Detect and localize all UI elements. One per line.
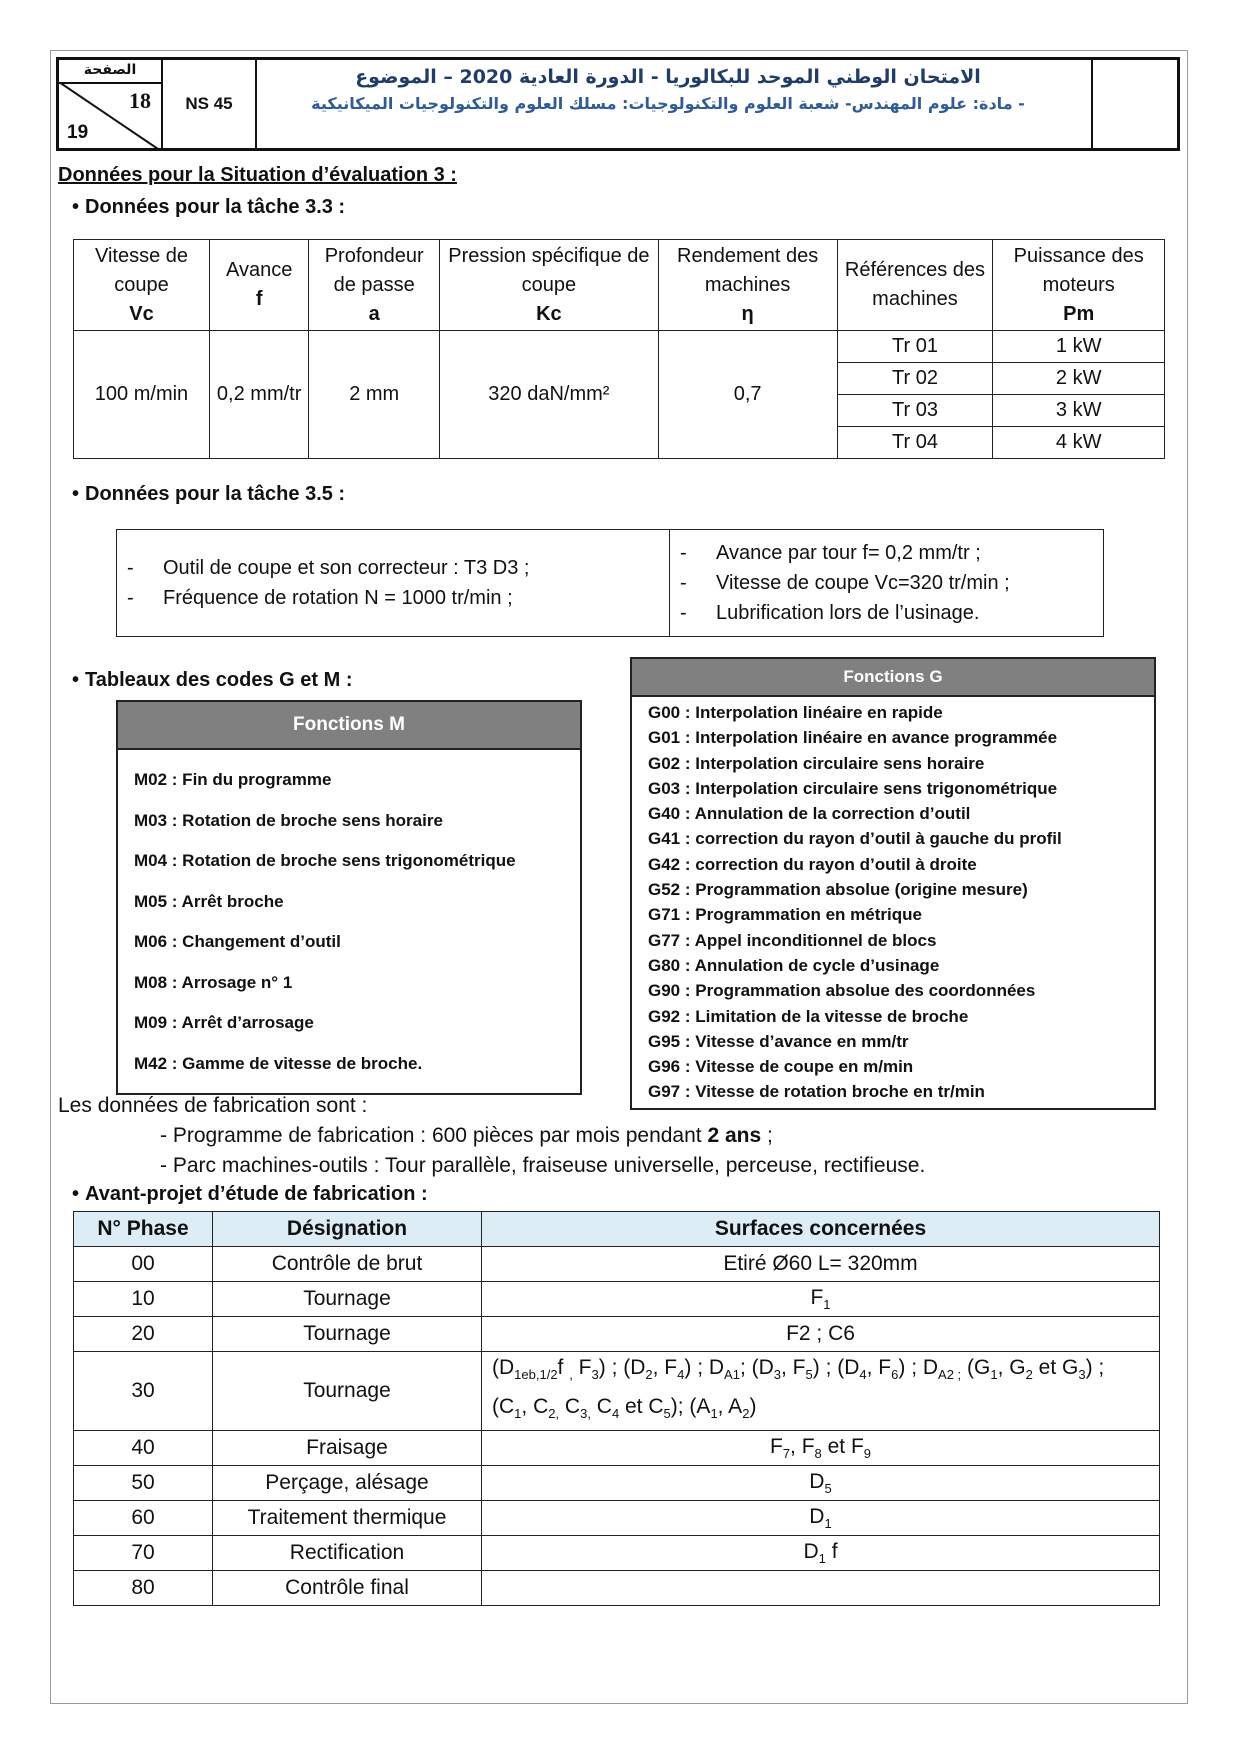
- table-row: [74, 1282, 1160, 1317]
- code-list-item: [632, 902, 1154, 927]
- exam-title-line1: الامتحان الوطني الموحد للبكالوريا - الدورة العادية 2020 – الموضوع: [355, 66, 981, 88]
- code-list-item: [632, 877, 1154, 902]
- code-list-item: [118, 963, 580, 1004]
- machine-ref: Tr 01: [837, 331, 993, 363]
- value-kc: 320 daN/mm²: [440, 331, 659, 459]
- code-id: G95: [648, 1031, 681, 1051]
- codes-heading: [72, 669, 353, 692]
- page-current: 18: [129, 88, 151, 113]
- task33-heading-text: Données pour la tâche 3.3 :: [85, 196, 346, 218]
- code-description: : Appel inconditionnel de blocs: [680, 930, 937, 950]
- table-row: [74, 1247, 1160, 1282]
- list-item: - Avance par tour f= 0,2 mm/tr ;: [680, 542, 981, 564]
- code-description: : Gamme de vitesse de broche.: [167, 1053, 423, 1073]
- code-description: : Arrêt broche: [167, 891, 284, 911]
- table-row: [74, 1317, 1160, 1352]
- bullet-icon: •: [72, 1183, 80, 1205]
- code-id: G71: [648, 905, 681, 925]
- code-description: : correction du rayon d’outil à droite: [680, 854, 977, 874]
- page-label: الصفحة: [59, 60, 161, 84]
- code-list-item: [632, 751, 1154, 776]
- task33-heading: [72, 196, 345, 219]
- header-refs: Références des machines: [837, 240, 993, 331]
- code-list-item: [632, 776, 1154, 801]
- table-header-row: [74, 240, 1165, 331]
- code-id: G40: [648, 804, 681, 824]
- m-functions-box: [116, 700, 582, 1095]
- phase-number: 60: [74, 1501, 213, 1536]
- code-id: M08: [134, 972, 168, 992]
- code-list-item: [118, 1044, 580, 1085]
- code-id: G97: [648, 1082, 681, 1102]
- header-pm: Puissance des moteurs Pm: [993, 240, 1165, 331]
- list-item: - Outil de coupe et son correcteur : T3 D3 ;: [127, 557, 530, 579]
- exam-code: NS 45: [163, 60, 257, 148]
- code-id: G42: [648, 854, 681, 874]
- code-description: : Arrêt d’arrosage: [167, 1013, 314, 1032]
- code-id: G96: [648, 1057, 681, 1077]
- fabrication-program: - Programme de fabrication : 600 pièces par mois pendant 2 ans ;: [160, 1124, 773, 1147]
- list-item: - Vitesse de coupe Vc=320 tr/min ;: [680, 572, 1010, 594]
- codes-heading-text: Tableaux des codes G et M :: [85, 669, 353, 691]
- code-id: G01: [648, 728, 681, 748]
- code-description: : Programmation en métrique: [680, 905, 922, 925]
- code-description: : Rotation de broche sens horaire: [167, 810, 443, 830]
- phase-number: 20: [74, 1317, 213, 1352]
- phase-number: 00: [74, 1247, 213, 1282]
- phase-number: 50: [74, 1466, 213, 1501]
- code-id: M06: [134, 932, 168, 951]
- code-list-item: [118, 922, 580, 963]
- machine-power: 4 kW: [993, 427, 1165, 459]
- code-list-item: [632, 725, 1154, 750]
- code-id: G77: [648, 930, 681, 950]
- col-surfaces: Surfaces concernées: [482, 1212, 1160, 1247]
- task35-heading: [72, 483, 345, 506]
- phase-surfaces: $F_7$, $F_8$ et $F_9$: [482, 1431, 1160, 1466]
- phase-surfaces: $F_1$: [482, 1282, 1160, 1317]
- code-description: : Vitesse de coupe en m/min: [680, 1057, 914, 1077]
- phase-table: [73, 1211, 1160, 1606]
- code-list-item: [118, 1003, 580, 1044]
- code-id: G92: [648, 1006, 681, 1026]
- code-list-item: [632, 801, 1154, 826]
- bullet-icon: •: [72, 483, 80, 505]
- phase-surfaces: ($D_{1eb,1/2}f$ $_,$ $F_3$) ; ($D_2$, $F_4$) ; $D_{A1}$; ($D_3$, $F_5$) ; ($D_4$, $F_6$) ; $D_{A2 ;}$ ($G_1$, $G_2$ et $G_3$) ; ($C_1$, $C_{2,}$ $C_{3,}$ $C_4$ et $C_5$); ($A_1$, $A_2$): [482, 1352, 1160, 1431]
- header-eta: Rendement des machines η: [658, 240, 837, 331]
- phase-number: 40: [74, 1431, 213, 1466]
- bullet-icon: •: [72, 196, 80, 218]
- code-list-item: [118, 760, 580, 801]
- code-description: : Interpolation linéaire en rapide: [680, 703, 943, 722]
- phase-designation: Rectification: [213, 1536, 482, 1571]
- m-functions-title: Fonctions M: [118, 702, 580, 750]
- code-description: : correction du rayon d’outil à gauche du profil: [680, 829, 1062, 849]
- g-functions-title: Fonctions G: [632, 659, 1154, 697]
- code-list-item: [632, 1029, 1154, 1054]
- code-list-item: [632, 1079, 1154, 1104]
- code-description: : Fin du programme: [167, 770, 332, 789]
- header-a: Profondeur de passe a: [309, 240, 440, 331]
- cutting-data-table: [73, 239, 1165, 459]
- page-total: 19: [67, 122, 89, 143]
- phase-designation: Contrôle de brut: [213, 1247, 482, 1282]
- table-row: [74, 1571, 1160, 1606]
- phase-number: 30: [74, 1352, 213, 1431]
- code-id: M42: [134, 1053, 168, 1073]
- code-list-item: [632, 700, 1154, 725]
- header-vc: Vitesse de coupe Vc: [74, 240, 210, 331]
- phase-number: 80: [74, 1571, 213, 1606]
- list-item: - Fréquence de rotation N = 1000 tr/min ;: [127, 587, 513, 609]
- header-kc: Pression spécifique de coupe Kc: [440, 240, 659, 331]
- code-list-item: [632, 978, 1154, 1003]
- avant-projet-heading-text: Avant-projet d’étude de fabrication :: [85, 1183, 428, 1205]
- value-a: 2 mm: [309, 331, 440, 459]
- value-eta: 0,7: [658, 331, 837, 459]
- phase-surfaces: F2 ; C6: [482, 1317, 1160, 1352]
- code-list-item: [632, 852, 1154, 877]
- table-row: [74, 1352, 1160, 1431]
- code-list-item: [632, 826, 1154, 851]
- exam-title: [283, 66, 1053, 113]
- code-description: : Arrosage n° 1: [167, 972, 293, 992]
- code-id: M05: [134, 891, 168, 911]
- phase-surfaces: [482, 1571, 1160, 1606]
- bullet-icon: •: [72, 669, 80, 691]
- code-id: M09: [134, 1013, 168, 1032]
- page-number-cell: [59, 60, 163, 148]
- code-id: G02: [648, 753, 681, 773]
- table-row: [74, 1466, 1160, 1501]
- phase-designation: Contrôle final: [213, 1571, 482, 1606]
- code-id: M02: [134, 770, 168, 789]
- phase-designation: Perçage, alésage: [213, 1466, 482, 1501]
- code-list-item: [632, 953, 1154, 978]
- table-row: [74, 331, 1165, 363]
- code-id: M03: [134, 810, 168, 830]
- fabrication-parc: - Parc machines-outils : Tour parallèle, fraiseuse universelle, perceuse, rectifieuse.: [160, 1154, 926, 1177]
- phase-surfaces: $D_1$ f: [482, 1536, 1160, 1571]
- code-list-item: [118, 882, 580, 923]
- machine-power: 2 kW: [993, 363, 1165, 395]
- phase-designation: Tournage: [213, 1317, 482, 1352]
- machine-power: 3 kW: [993, 395, 1165, 427]
- table-row: [74, 1431, 1160, 1466]
- machine-ref: Tr 04: [837, 427, 993, 459]
- g-functions-box: [630, 657, 1156, 1110]
- code-description: : Rotation de broche sens trigonométrique: [167, 851, 516, 870]
- task35-table: [116, 529, 1104, 637]
- phase-surfaces: $D_5$: [482, 1466, 1160, 1501]
- phase-number: 10: [74, 1282, 213, 1317]
- code-description: : Programmation absolue des coordonnées: [680, 981, 1036, 1001]
- code-id: G03: [648, 778, 681, 798]
- code-id: G52: [648, 880, 681, 900]
- code-list-item: [632, 1004, 1154, 1029]
- code-id: M04: [134, 851, 168, 870]
- code-description: : Limitation de la vitesse de broche: [680, 1006, 969, 1026]
- list-item: - Lubrification lors de l’usinage.: [680, 602, 980, 624]
- phase-designation: Fraisage: [213, 1431, 482, 1466]
- code-list-item: [632, 928, 1154, 953]
- section-title: Données pour la Situation d’évaluation 3 :: [58, 164, 457, 186]
- code-description: : Annulation de cycle d’usinage: [680, 955, 940, 975]
- table-header-row: [74, 1212, 1160, 1247]
- header-f: Avance f: [209, 240, 308, 331]
- code-description: : Vitesse d’avance en mm/tr: [680, 1031, 909, 1051]
- value-f: 0,2 mm/tr: [209, 331, 308, 459]
- code-list-item: [118, 801, 580, 842]
- phase-number: 70: [74, 1536, 213, 1571]
- exam-header: [56, 57, 1180, 151]
- phase-designation: Traitement thermique: [213, 1501, 482, 1536]
- avant-projet-heading: [72, 1183, 428, 1206]
- code-description: : Changement d’outil: [167, 932, 341, 951]
- code-id: G80: [648, 955, 681, 975]
- code-id: G90: [648, 981, 681, 1001]
- code-description: : Annulation de la correction d’outil: [680, 804, 971, 824]
- machine-power: 1 kW: [993, 331, 1165, 363]
- machine-ref: Tr 03: [837, 395, 993, 427]
- col-phase: N° Phase: [74, 1212, 213, 1247]
- code-id: G41: [648, 829, 681, 849]
- phase-designation: Tournage: [213, 1352, 482, 1431]
- code-description: : Interpolation circulaire sens horaire: [680, 753, 985, 773]
- code-id: G00: [648, 703, 681, 722]
- phase-surfaces: Etiré Ø60 L= 320mm: [482, 1247, 1160, 1282]
- code-list-item: [632, 1054, 1154, 1079]
- col-designation: Désignation: [213, 1212, 482, 1247]
- code-description: : Vitesse de rotation broche en tr/min: [680, 1082, 985, 1102]
- exam-title-line2: - مادة: علوم المهندس- شعبة العلوم والتكنولوجيات: مسلك العلوم والتكنولوجيات الميكانيكية: [311, 94, 1025, 113]
- m-functions-list: [118, 750, 580, 1084]
- code-description: : Programmation absolue (origine mesure): [680, 880, 1028, 900]
- code-description: : Interpolation linéaire en avance programmée: [680, 728, 1058, 748]
- table-row: [74, 1536, 1160, 1571]
- machine-ref: Tr 02: [837, 363, 993, 395]
- task35-left-cell: [117, 530, 670, 637]
- phase-designation: Tournage: [213, 1282, 482, 1317]
- task35-right-cell: [670, 530, 1104, 637]
- table-row: [117, 530, 1104, 637]
- code-list-item: [118, 841, 580, 882]
- g-functions-list: [632, 697, 1154, 1105]
- task35-heading-text: Données pour la tâche 3.5 :: [85, 483, 346, 505]
- code-description: : Interpolation circulaire sens trigonométrique: [680, 778, 1058, 798]
- table-row: [74, 1501, 1160, 1536]
- phase-surfaces: $D_1$: [482, 1501, 1160, 1536]
- fabrication-intro: Les données de fabrication sont :: [58, 1094, 368, 1117]
- value-vc: 100 m/min: [74, 331, 210, 459]
